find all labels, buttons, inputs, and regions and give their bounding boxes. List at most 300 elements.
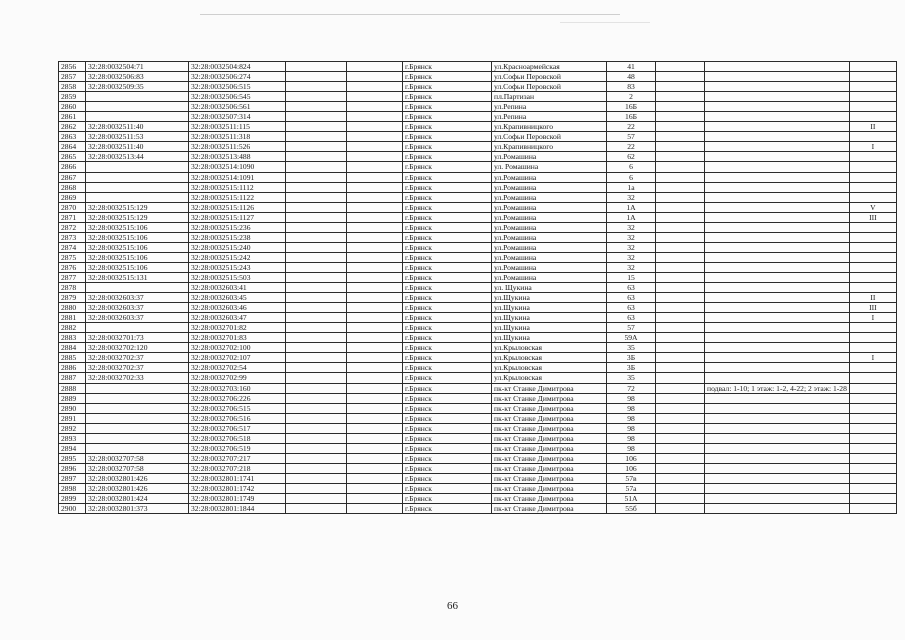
- section-number-cell: [849, 242, 896, 252]
- parcel-cadastral-cell: 32:28:0032707:58: [86, 463, 189, 473]
- premises-description-cell: [705, 483, 850, 493]
- street-cell: ул.Щукина: [492, 323, 607, 333]
- city-cell: г.Брянск: [403, 92, 492, 102]
- object-cadastral-cell: 32:28:0032515:236: [189, 222, 286, 232]
- row-number-cell: 2893: [59, 433, 86, 443]
- section-number-cell: [849, 92, 896, 102]
- city-cell: г.Брянск: [403, 162, 492, 172]
- empty-cell: [347, 222, 403, 232]
- city-cell: г.Брянск: [403, 313, 492, 323]
- empty-cell: [656, 333, 705, 343]
- city-cell: г.Брянск: [403, 112, 492, 122]
- row-number-cell: 2888: [59, 383, 86, 393]
- city-cell: г.Брянск: [403, 363, 492, 373]
- object-cadastral-cell: 32:28:0032515:240: [189, 242, 286, 252]
- table-row: [59, 453, 897, 463]
- empty-cell: [347, 102, 403, 112]
- house-number-cell: 1А: [607, 212, 656, 222]
- street-cell: ул.Репина: [492, 112, 607, 122]
- street-cell: ул.Щукина: [492, 313, 607, 323]
- house-number-cell: 32: [607, 222, 656, 232]
- city-cell: г.Брянск: [403, 172, 492, 182]
- empty-cell: [347, 82, 403, 92]
- premises-description-cell: [705, 283, 850, 293]
- street-cell: ул.Ромашина: [492, 212, 607, 222]
- empty-cell: [347, 473, 403, 483]
- empty-cell: [286, 483, 347, 493]
- house-number-cell: 83: [607, 82, 656, 92]
- table-row: [59, 242, 897, 252]
- city-cell: г.Брянск: [403, 433, 492, 443]
- empty-cell: [286, 504, 347, 514]
- row-number-cell: 2876: [59, 262, 86, 272]
- parcel-cadastral-cell: 32:28:0032702:120: [86, 343, 189, 353]
- house-number-cell: 98: [607, 393, 656, 403]
- table-row: [59, 463, 897, 473]
- table-row: [59, 172, 897, 182]
- empty-cell: [286, 132, 347, 142]
- empty-cell: [656, 303, 705, 313]
- street-cell: ул.Крапивницкого: [492, 142, 607, 152]
- empty-cell: [286, 102, 347, 112]
- city-cell: г.Брянск: [403, 504, 492, 514]
- empty-cell: [656, 483, 705, 493]
- row-number-cell: 2874: [59, 242, 86, 252]
- empty-cell: [286, 122, 347, 132]
- empty-cell: [656, 262, 705, 272]
- city-cell: г.Брянск: [403, 72, 492, 82]
- empty-cell: [347, 373, 403, 383]
- table-row: [59, 132, 897, 142]
- empty-cell: [656, 132, 705, 142]
- empty-cell: [656, 363, 705, 373]
- city-cell: г.Брянск: [403, 453, 492, 463]
- street-cell: ул.Ромашина: [492, 222, 607, 232]
- street-cell: ул.Щукина: [492, 333, 607, 343]
- empty-cell: [656, 433, 705, 443]
- empty-cell: [347, 272, 403, 282]
- object-cadastral-cell: 32:28:0032706:516: [189, 413, 286, 423]
- row-number-cell: 2884: [59, 343, 86, 353]
- empty-cell: [286, 313, 347, 323]
- section-number-cell: [849, 363, 896, 373]
- row-number-cell: 2870: [59, 202, 86, 212]
- premises-description-cell: [705, 293, 850, 303]
- section-number-cell: I: [849, 142, 896, 152]
- city-cell: г.Брянск: [403, 494, 492, 504]
- house-number-cell: 57в: [607, 473, 656, 483]
- table-row: [59, 122, 897, 132]
- house-number-cell: 72: [607, 383, 656, 393]
- premises-description-cell: [705, 443, 850, 453]
- city-cell: г.Брянск: [403, 383, 492, 393]
- empty-cell: [656, 222, 705, 232]
- empty-cell: [286, 393, 347, 403]
- table-row: [59, 383, 897, 393]
- section-number-cell: I: [849, 353, 896, 363]
- object-cadastral-cell: 32:28:0032506:515: [189, 82, 286, 92]
- row-number-cell: 2858: [59, 82, 86, 92]
- empty-cell: [656, 403, 705, 413]
- parcel-cadastral-cell: 32:28:0032504:71: [86, 62, 189, 72]
- object-cadastral-cell: 32:28:0032702:54: [189, 363, 286, 373]
- empty-cell: [656, 283, 705, 293]
- city-cell: г.Брянск: [403, 473, 492, 483]
- premises-description-cell: [705, 232, 850, 242]
- empty-cell: [656, 242, 705, 252]
- table-row: [59, 483, 897, 493]
- table-row: [59, 262, 897, 272]
- empty-cell: [286, 443, 347, 453]
- premises-description-cell: [705, 102, 850, 112]
- row-number-cell: 2863: [59, 132, 86, 142]
- row-number-cell: 2875: [59, 252, 86, 262]
- empty-cell: [286, 343, 347, 353]
- empty-cell: [656, 182, 705, 192]
- empty-cell: [656, 192, 705, 202]
- street-cell: ул.Ромашина: [492, 252, 607, 262]
- table-row: [59, 303, 897, 313]
- premises-description-cell: [705, 122, 850, 132]
- house-number-cell: 98: [607, 403, 656, 413]
- street-cell: ул.Софьи Перовской: [492, 72, 607, 82]
- empty-cell: [286, 72, 347, 82]
- row-number-cell: 2872: [59, 222, 86, 232]
- city-cell: г.Брянск: [403, 353, 492, 363]
- object-cadastral-cell: 32:28:0032706:517: [189, 423, 286, 433]
- row-number-cell: 2857: [59, 72, 86, 82]
- street-cell: ул.Щукина: [492, 293, 607, 303]
- city-cell: г.Брянск: [403, 443, 492, 453]
- parcel-cadastral-cell: 32:28:0032801:426: [86, 473, 189, 483]
- row-number-cell: 2859: [59, 92, 86, 102]
- empty-cell: [347, 363, 403, 373]
- row-number-cell: 2880: [59, 303, 86, 313]
- empty-cell: [656, 162, 705, 172]
- house-number-cell: 16Б: [607, 102, 656, 112]
- empty-cell: [286, 494, 347, 504]
- empty-cell: [286, 323, 347, 333]
- street-cell: пк-кт Станке Димитрова: [492, 463, 607, 473]
- city-cell: г.Брянск: [403, 212, 492, 222]
- premises-description-cell: [705, 413, 850, 423]
- parcel-cadastral-cell: 32:28:0032801:426: [86, 483, 189, 493]
- table-row: [59, 343, 897, 353]
- house-number-cell: 98: [607, 423, 656, 433]
- row-number-cell: 2886: [59, 363, 86, 373]
- table-row: [59, 333, 897, 343]
- row-number-cell: 2879: [59, 293, 86, 303]
- street-cell: ул.Ромашина: [492, 262, 607, 272]
- premises-description-cell: [705, 152, 850, 162]
- object-cadastral-cell: 32:28:0032706:226: [189, 393, 286, 403]
- object-cadastral-cell: 32:28:0032801:1749: [189, 494, 286, 504]
- street-cell: ул.Крыловская: [492, 353, 607, 363]
- empty-cell: [347, 313, 403, 323]
- parcel-cadastral-cell: 32:28:0032515:129: [86, 212, 189, 222]
- table-row: [59, 423, 897, 433]
- object-cadastral-cell: 32:28:0032515:1126: [189, 202, 286, 212]
- street-cell: ул.Ромашина: [492, 152, 607, 162]
- empty-cell: [347, 152, 403, 162]
- parcel-cadastral-cell: [86, 182, 189, 192]
- street-cell: ул.Ромашина: [492, 172, 607, 182]
- row-number-cell: 2882: [59, 323, 86, 333]
- object-cadastral-cell: 32:28:0032603:45: [189, 293, 286, 303]
- empty-cell: [286, 222, 347, 232]
- empty-cell: [656, 62, 705, 72]
- empty-cell: [656, 313, 705, 323]
- city-cell: г.Брянск: [403, 483, 492, 493]
- empty-cell: [347, 252, 403, 262]
- empty-cell: [286, 242, 347, 252]
- empty-cell: [286, 353, 347, 363]
- row-number-cell: 2889: [59, 393, 86, 403]
- house-number-cell: 98: [607, 413, 656, 423]
- parcel-cadastral-cell: 32:28:0032702:37: [86, 353, 189, 363]
- street-cell: ул.Ромашина: [492, 272, 607, 282]
- empty-cell: [286, 283, 347, 293]
- table-row: [59, 293, 897, 303]
- premises-description-cell: [705, 373, 850, 383]
- empty-cell: [347, 192, 403, 202]
- section-number-cell: [849, 423, 896, 433]
- premises-description-cell: [705, 262, 850, 272]
- city-cell: г.Брянск: [403, 323, 492, 333]
- street-cell: пк-кт Станке Димитрова: [492, 433, 607, 443]
- section-number-cell: [849, 393, 896, 403]
- empty-cell: [347, 162, 403, 172]
- table-row: [59, 232, 897, 242]
- empty-cell: [286, 82, 347, 92]
- object-cadastral-cell: 32:28:0032706:519: [189, 443, 286, 453]
- empty-cell: [286, 403, 347, 413]
- section-number-cell: III: [849, 212, 896, 222]
- object-cadastral-cell: 32:28:0032511:318: [189, 132, 286, 142]
- section-number-cell: [849, 192, 896, 202]
- empty-cell: [347, 142, 403, 152]
- street-cell: пк-кт Станке Димитрова: [492, 423, 607, 433]
- empty-cell: [347, 132, 403, 142]
- property-register-table: [58, 61, 897, 514]
- object-cadastral-cell: 32:28:0032507:314: [189, 112, 286, 122]
- table-row: [59, 152, 897, 162]
- premises-description-cell: [705, 182, 850, 192]
- section-number-cell: [849, 283, 896, 293]
- empty-cell: [656, 443, 705, 453]
- parcel-cadastral-cell: [86, 172, 189, 182]
- house-number-cell: 35: [607, 343, 656, 353]
- object-cadastral-cell: 32:28:0032702:99: [189, 373, 286, 383]
- row-number-cell: 2891: [59, 413, 86, 423]
- row-number-cell: 2899: [59, 494, 86, 504]
- table-row: [59, 142, 897, 152]
- city-cell: г.Брянск: [403, 272, 492, 282]
- object-cadastral-cell: 32:28:0032515:1122: [189, 192, 286, 202]
- section-number-cell: [849, 252, 896, 262]
- city-cell: г.Брянск: [403, 343, 492, 353]
- section-number-cell: [849, 504, 896, 514]
- empty-cell: [347, 413, 403, 423]
- house-number-cell: 2: [607, 92, 656, 102]
- empty-cell: [286, 383, 347, 393]
- empty-cell: [286, 232, 347, 242]
- table-row: [59, 323, 897, 333]
- house-number-cell: 63: [607, 293, 656, 303]
- premises-description-cell: [705, 504, 850, 514]
- row-number-cell: 2861: [59, 112, 86, 122]
- empty-cell: [656, 423, 705, 433]
- object-cadastral-cell: 32:28:0032801:1844: [189, 504, 286, 514]
- parcel-cadastral-cell: 32:28:0032515:106: [86, 262, 189, 272]
- empty-cell: [347, 293, 403, 303]
- empty-cell: [656, 152, 705, 162]
- empty-cell: [286, 473, 347, 483]
- parcel-cadastral-cell: 32:28:0032513:44: [86, 152, 189, 162]
- street-cell: ул.Ромашина: [492, 242, 607, 252]
- street-cell: пк-кт Станке Димитрова: [492, 483, 607, 493]
- section-number-cell: [849, 333, 896, 343]
- object-cadastral-cell: 32:28:0032506:561: [189, 102, 286, 112]
- object-cadastral-cell: 32:28:0032514:1090: [189, 162, 286, 172]
- street-cell: ул.Красноармейская: [492, 62, 607, 72]
- parcel-cadastral-cell: 32:28:0032801:424: [86, 494, 189, 504]
- empty-cell: [286, 413, 347, 423]
- empty-cell: [286, 363, 347, 373]
- section-number-cell: [849, 82, 896, 92]
- city-cell: г.Брянск: [403, 142, 492, 152]
- empty-cell: [286, 373, 347, 383]
- empty-cell: [347, 323, 403, 333]
- house-number-cell: 32: [607, 252, 656, 262]
- city-cell: г.Брянск: [403, 373, 492, 383]
- street-cell: ул.Ромашина: [492, 182, 607, 192]
- row-number-cell: 2862: [59, 122, 86, 132]
- empty-cell: [347, 172, 403, 182]
- parcel-cadastral-cell: 32:28:0032511:40: [86, 122, 189, 132]
- empty-cell: [347, 393, 403, 403]
- table-row: [59, 192, 897, 202]
- house-number-cell: 6: [607, 162, 656, 172]
- empty-cell: [286, 202, 347, 212]
- section-number-cell: [849, 463, 896, 473]
- street-cell: ул.Ромашина: [492, 192, 607, 202]
- parcel-cadastral-cell: 32:28:0032707:58: [86, 453, 189, 463]
- row-number-cell: 2898: [59, 483, 86, 493]
- empty-cell: [656, 373, 705, 383]
- premises-description-cell: [705, 112, 850, 122]
- empty-cell: [347, 353, 403, 363]
- empty-cell: [347, 483, 403, 493]
- section-number-cell: [849, 262, 896, 272]
- register-table-body: [59, 62, 897, 514]
- city-cell: г.Брянск: [403, 192, 492, 202]
- row-number-cell: 2869: [59, 192, 86, 202]
- house-number-cell: 63: [607, 313, 656, 323]
- premises-description-cell: [705, 242, 850, 252]
- object-cadastral-cell: 32:28:0032515:1112: [189, 182, 286, 192]
- empty-cell: [656, 142, 705, 152]
- parcel-cadastral-cell: 32:28:0032515:106: [86, 242, 189, 252]
- object-cadastral-cell: 32:28:0032801:1741: [189, 473, 286, 483]
- object-cadastral-cell: 32:28:0032706:518: [189, 433, 286, 443]
- empty-cell: [347, 262, 403, 272]
- section-number-cell: [849, 413, 896, 423]
- premises-description-cell: [705, 202, 850, 212]
- city-cell: г.Брянск: [403, 303, 492, 313]
- parcel-cadastral-cell: 32:28:0032515:106: [86, 252, 189, 262]
- row-number-cell: 2897: [59, 473, 86, 483]
- empty-cell: [656, 122, 705, 132]
- empty-cell: [656, 383, 705, 393]
- section-number-cell: [849, 323, 896, 333]
- parcel-cadastral-cell: [86, 283, 189, 293]
- street-cell: ул.Щукина: [492, 303, 607, 313]
- empty-cell: [286, 142, 347, 152]
- parcel-cadastral-cell: 32:28:0032603:37: [86, 313, 189, 323]
- house-number-cell: 1а: [607, 182, 656, 192]
- parcel-cadastral-cell: [86, 403, 189, 413]
- empty-cell: [286, 433, 347, 443]
- empty-cell: [656, 172, 705, 182]
- section-number-cell: [849, 72, 896, 82]
- house-number-cell: 63: [607, 283, 656, 293]
- parcel-cadastral-cell: 32:28:0032515:129: [86, 202, 189, 212]
- object-cadastral-cell: 32:28:0032515:1127: [189, 212, 286, 222]
- section-number-cell: [849, 343, 896, 353]
- row-number-cell: 2883: [59, 333, 86, 343]
- empty-cell: [656, 453, 705, 463]
- object-cadastral-cell: 32:28:0032707:218: [189, 463, 286, 473]
- empty-cell: [347, 433, 403, 443]
- empty-cell: [656, 323, 705, 333]
- row-number-cell: 2860: [59, 102, 86, 112]
- parcel-cadastral-cell: 32:28:0032515:106: [86, 222, 189, 232]
- street-cell: пк-кт Станке Димитрова: [492, 494, 607, 504]
- house-number-cell: 1А: [607, 202, 656, 212]
- parcel-cadastral-cell: 32:28:0032801:373: [86, 504, 189, 514]
- table-row: [59, 202, 897, 212]
- empty-cell: [656, 413, 705, 423]
- row-number-cell: 2877: [59, 272, 86, 282]
- city-cell: г.Брянск: [403, 202, 492, 212]
- object-cadastral-cell: 32:28:0032515:242: [189, 252, 286, 262]
- empty-cell: [347, 303, 403, 313]
- premises-description-cell: [705, 192, 850, 202]
- city-cell: г.Брянск: [403, 293, 492, 303]
- empty-cell: [347, 242, 403, 252]
- premises-description-cell: [705, 453, 850, 463]
- table-row: [59, 413, 897, 423]
- object-cadastral-cell: 32:28:0032513:488: [189, 152, 286, 162]
- parcel-cadastral-cell: 32:28:0032506:83: [86, 72, 189, 82]
- house-number-cell: 3Б: [607, 363, 656, 373]
- object-cadastral-cell: 32:28:0032702:107: [189, 353, 286, 363]
- table-row: [59, 353, 897, 363]
- section-number-cell: II: [849, 293, 896, 303]
- parcel-cadastral-cell: [86, 323, 189, 333]
- object-cadastral-cell: 32:28:0032701:82: [189, 323, 286, 333]
- section-number-cell: II: [849, 122, 896, 132]
- row-number-cell: 2878: [59, 283, 86, 293]
- empty-cell: [656, 72, 705, 82]
- empty-cell: [656, 293, 705, 303]
- page-number: 66: [447, 600, 458, 612]
- row-number-cell: 2890: [59, 403, 86, 413]
- row-number-cell: 2892: [59, 423, 86, 433]
- city-cell: г.Брянск: [403, 423, 492, 433]
- section-number-cell: III: [849, 303, 896, 313]
